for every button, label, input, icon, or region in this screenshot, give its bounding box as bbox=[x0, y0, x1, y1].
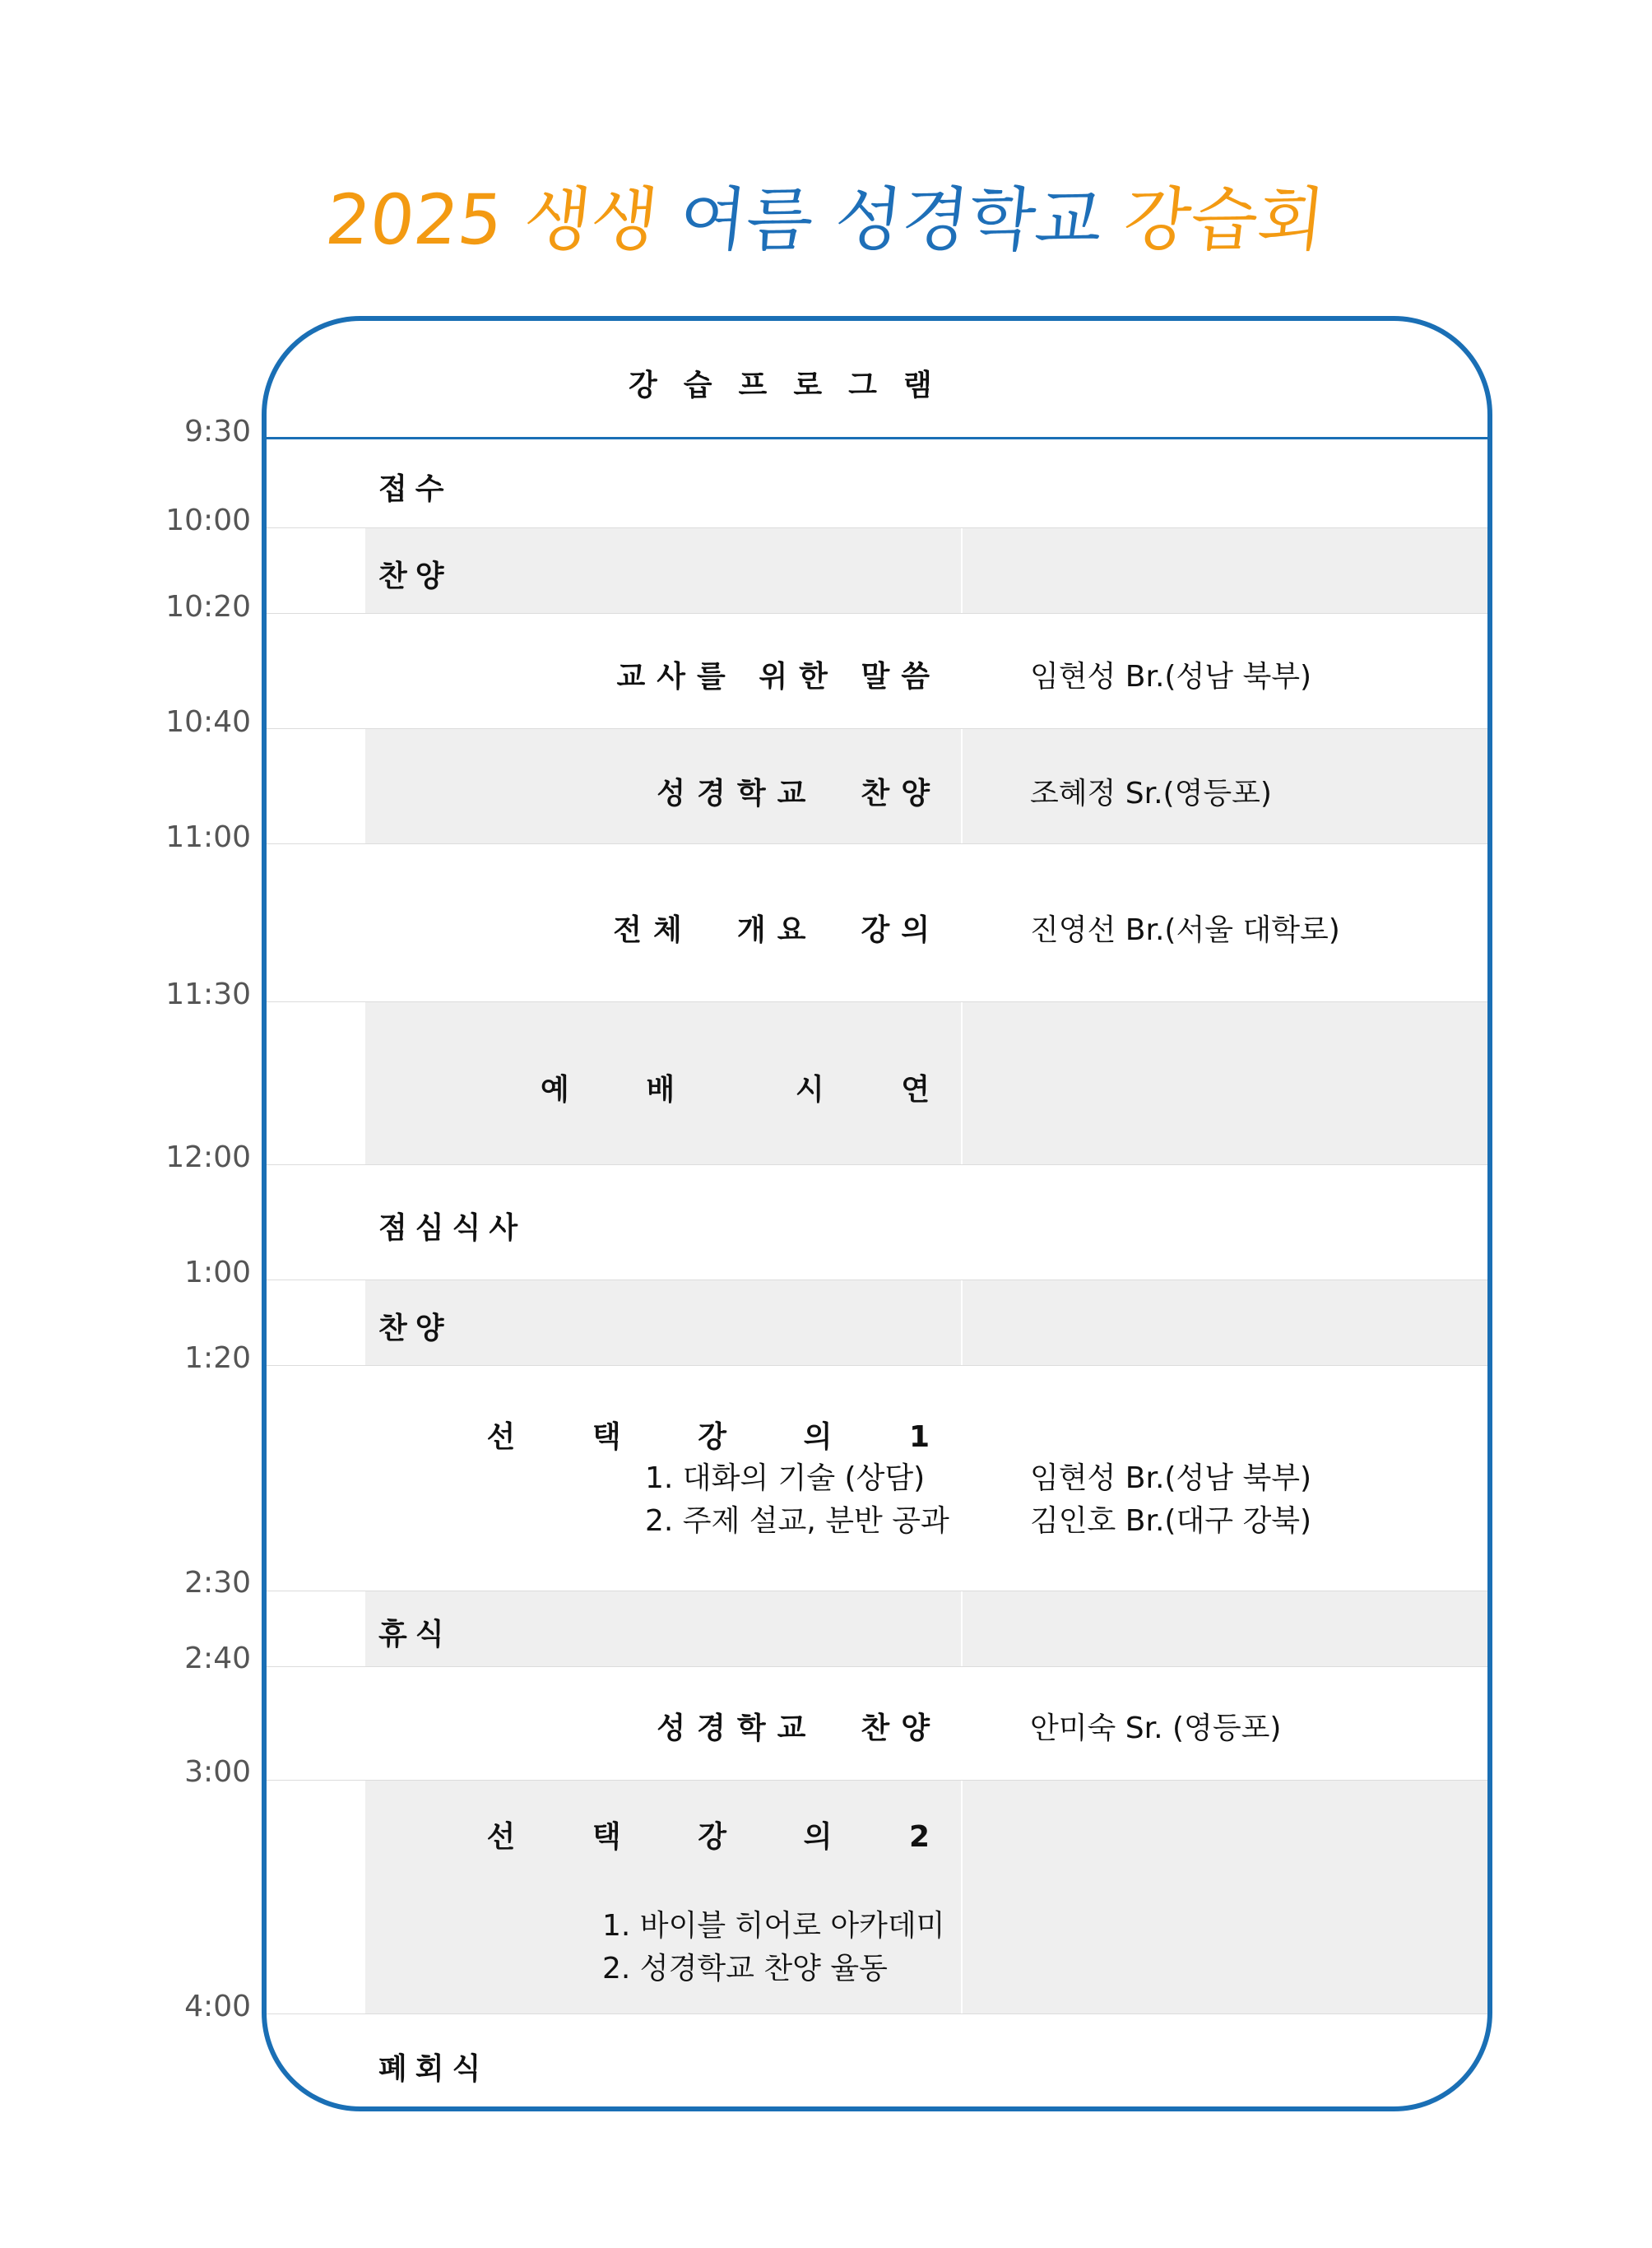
table-row bbox=[267, 1667, 1487, 1781]
time-label: 4:00 bbox=[184, 1990, 251, 2023]
title-part-workshop: 강습회 bbox=[1097, 179, 1329, 260]
speaker-name: 임현성 Br.(성남 북부) bbox=[1030, 660, 1312, 694]
speaker-name: 안미숙 Sr. (영등포) bbox=[1030, 1712, 1282, 1745]
session-item: 1. 대화의 기술 (상담) bbox=[645, 1461, 926, 1495]
table-row bbox=[267, 1002, 1487, 1165]
table-row bbox=[267, 1781, 1487, 2014]
time-label: 1:20 bbox=[184, 1341, 251, 1375]
time-label: 11:30 bbox=[165, 978, 251, 1011]
title-part-year: 2025 생생 bbox=[322, 179, 684, 260]
time-label: 12:00 bbox=[165, 1140, 251, 1174]
session-title: 선 택 강 의 2 bbox=[486, 1820, 941, 1854]
title-part-main: 여름 성경학교 bbox=[675, 179, 1107, 260]
time-label: 2:40 bbox=[184, 1642, 251, 1675]
row-label: 접수 bbox=[378, 472, 452, 506]
table-header-title: 강습프로그램 bbox=[629, 369, 958, 402]
table-row bbox=[267, 1591, 1487, 1667]
table-row bbox=[267, 2014, 1487, 2111]
row-label: 점심식사 bbox=[378, 1211, 527, 1245]
table-row bbox=[267, 1165, 1487, 1280]
table-header bbox=[267, 321, 1487, 439]
session-title: 선 택 강 의 1 bbox=[486, 1420, 941, 1454]
session-title: 성경학교 찬양 bbox=[657, 777, 941, 810]
time-label: 3:00 bbox=[184, 1755, 251, 1789]
speaker-name: 진영선 Br.(서울 대학로) bbox=[1030, 913, 1340, 947]
speaker-name: 임현성 Br.(성남 북부) bbox=[1030, 1461, 1312, 1495]
table-row bbox=[267, 1366, 1487, 1591]
speaker-name: 김인호 Br.(대구 강북) bbox=[1030, 1504, 1312, 1538]
table-row bbox=[267, 1280, 1487, 1366]
row-label: 찬양 bbox=[378, 560, 452, 593]
time-label: 9:30 bbox=[184, 415, 251, 448]
session-title: 교사를 위한 말씀 bbox=[616, 660, 941, 694]
row-label: 찬양 bbox=[378, 1312, 452, 1345]
table-row bbox=[267, 528, 1487, 614]
speaker-name: 조혜정 Sr.(영등포) bbox=[1030, 777, 1272, 810]
session-item: 2. 성경학교 찬양 율동 bbox=[602, 1952, 888, 1986]
table-row bbox=[267, 844, 1487, 1002]
time-label: 10:00 bbox=[165, 504, 251, 537]
table-row bbox=[267, 614, 1487, 729]
session-title: 예 배 시 연 bbox=[541, 1073, 941, 1107]
time-label: 11:00 bbox=[165, 820, 251, 854]
session-title: 성경학교 찬양 bbox=[657, 1712, 941, 1745]
row-label: 휴식 bbox=[378, 1618, 452, 1651]
table-row bbox=[267, 439, 1487, 528]
time-label: 10:40 bbox=[165, 705, 251, 739]
time-label: 2:30 bbox=[184, 1566, 251, 1600]
session-title: 전체 개요 강의 bbox=[613, 913, 941, 947]
time-label: 10:20 bbox=[165, 590, 251, 624]
time-label: 1:00 bbox=[184, 1256, 251, 1289]
session-item: 2. 주제 설교, 분반 공과 bbox=[645, 1504, 949, 1538]
table-row bbox=[267, 729, 1487, 844]
program-table bbox=[262, 316, 1492, 2111]
page-title bbox=[0, 165, 1652, 264]
row-label: 폐회식 bbox=[378, 2052, 490, 2086]
session-item: 1. 바이블 히어로 아카데미 bbox=[602, 1909, 945, 1943]
